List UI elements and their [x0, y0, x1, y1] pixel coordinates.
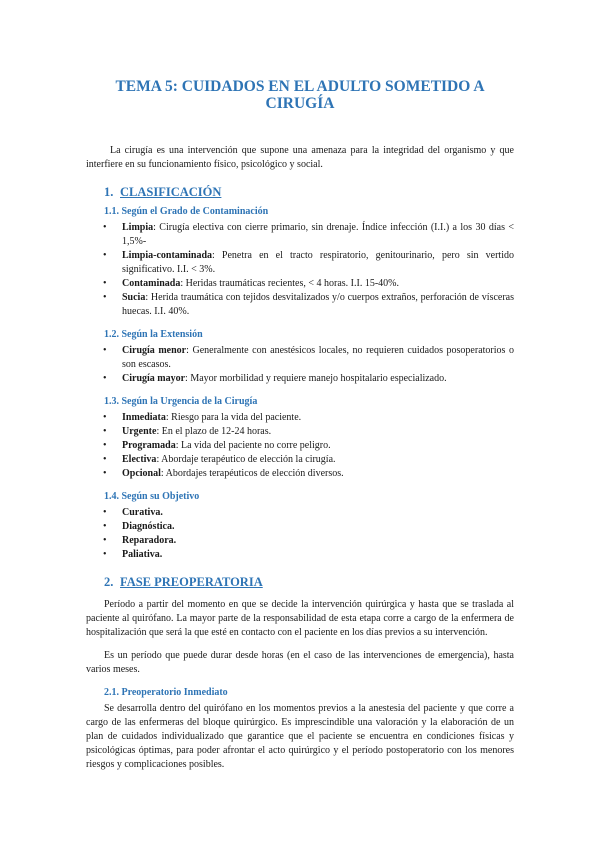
- list-item-text: : Abordaje terapéutico de elección la cirugía.: [156, 454, 336, 465]
- subsection-heading-extension: 1.2. Según la Extensión: [104, 329, 203, 340]
- list-item-term: Cirugía menor: [122, 345, 187, 356]
- list-item-term: Reparadora.: [122, 535, 177, 546]
- section-number: 2.: [104, 575, 114, 589]
- list-item-text: : Cirugía electiva con cierre primario, sin drenaje. Índice infección (I.I.) a los 30 días < 1,5%-: [122, 222, 514, 247]
- list-item: [103, 249, 514, 277]
- list-item-text: : En el plazo de 12-24 horas.: [156, 426, 272, 437]
- list-item-term: Contaminada: [122, 278, 181, 289]
- list-item: [103, 291, 514, 319]
- intro-paragraph: La cirugía es una intervención que supone una amenaza para la integridad del organismo y que interfiere en su funcionamiento físico, psicológico y social.: [86, 145, 514, 170]
- list-item: [103, 411, 514, 425]
- list-item: [103, 506, 514, 520]
- section-title: FASE PREOPERATORIA: [120, 575, 263, 589]
- bullet-icon: •: [103, 440, 107, 451]
- list-item-term: Cirugía mayor: [122, 373, 186, 384]
- bullet-icon: •: [103, 292, 107, 303]
- list-item: [103, 453, 514, 467]
- bullet-icon: •: [103, 250, 107, 261]
- list-item-term: Curativa.: [122, 507, 163, 518]
- section-heading-fase-preoperatoria: [104, 575, 514, 590]
- list-item: [103, 534, 514, 548]
- list-item: [103, 277, 514, 291]
- list-item-text: : Herida traumática con tejidos desvitalizados y/o cuerpos extraños, perforación de vísceras huecas. I.I. 40%.: [122, 292, 514, 317]
- bullet-icon: •: [103, 549, 107, 560]
- urgencia-list: [86, 411, 514, 481]
- objetivo-list: [86, 506, 514, 562]
- list-item-text: : Heridas traumáticas recientes, < 4 horas. I.I. 15-40%.: [180, 278, 399, 289]
- bullet-icon: •: [103, 507, 107, 518]
- list-item: [103, 520, 514, 534]
- bullet-icon: •: [103, 521, 107, 532]
- list-item: [103, 467, 514, 481]
- bullet-icon: •: [103, 373, 107, 384]
- section-title: CLASIFICACIÓN: [120, 185, 222, 199]
- list-item-text: : Mayor morbilidad y requiere manejo hospitalario especializado.: [185, 373, 447, 384]
- list-item-term: Electiva: [122, 454, 157, 465]
- list-item: [103, 344, 514, 372]
- list-item-term: Inmediata: [122, 412, 166, 423]
- subsection-heading-objetivo: 1.4. Según su Objetivo: [104, 491, 200, 502]
- list-item-term: Diagnóstica.: [122, 521, 175, 532]
- bullet-icon: •: [103, 468, 107, 479]
- bullet-icon: •: [103, 222, 107, 233]
- list-item: [103, 439, 514, 453]
- page-title: TEMA 5: CUIDADOS EN EL ADULTO SOMETIDO A CIRUGÍA: [115, 78, 485, 112]
- preoperatorio-inmediato-paragraph: Se desarrolla dentro del quirófano en los momentos previos a la anestesia del paciente y que corre a cargo de las enfermeras del bloque quirúrgico. Es imprescindible una valoración y la elaboración de un plan de cuidados individualizado que garantice que el paciente se encuentra en condiciones físicas y psicológicas óptimas, para poder afrontar el acto quirúrgico y el período postoperatorio con los menores riesgos y complicaciones posibles.: [86, 703, 514, 770]
- section-heading-clasificacion: [104, 185, 514, 200]
- list-item-term: Limpia: [122, 222, 154, 233]
- list-item: [103, 372, 514, 386]
- list-item: [103, 425, 514, 439]
- list-item: [103, 548, 514, 562]
- bullet-icon: •: [103, 278, 107, 289]
- preoperatoria-paragraph-2: Es un período que puede durar desde horas (en el caso de las intervenciones de emergencia), hasta varios meses.: [86, 650, 514, 675]
- list-item-term: Limpia-contaminada: [122, 250, 213, 261]
- list-item-term: Paliativa.: [122, 549, 163, 560]
- subsection-heading-preoperatorio-inmediato: 2.1. Preoperatorio Inmediato: [104, 687, 228, 698]
- section-number: 1.: [104, 185, 114, 199]
- list-item-term: Urgente: [122, 426, 157, 437]
- list-item: [103, 221, 514, 249]
- bullet-icon: •: [103, 345, 107, 356]
- bullet-icon: •: [103, 454, 107, 465]
- list-item-text: : Riesgo para la vida del paciente.: [165, 412, 302, 423]
- bullet-icon: •: [103, 535, 107, 546]
- subsection-heading-urgencia: 1.3. Según la Urgencia de la Cirugía: [104, 396, 258, 407]
- list-item-term: Programada: [122, 440, 176, 451]
- extension-list: [86, 344, 514, 386]
- contaminacion-list: [86, 221, 514, 319]
- list-item-term: Opcional: [122, 468, 161, 479]
- bullet-icon: •: [103, 412, 107, 423]
- list-item-text: : Penetra en el tracto respiratorio, genitourinario, pero sin vertido significativo. I.I. < 3%.: [122, 250, 514, 275]
- bullet-icon: •: [103, 426, 107, 437]
- list-item-term: Sucia: [122, 292, 146, 303]
- list-item-text: : Generalmente con anestésicos locales, no requieren cuidados posoperatorios o son escasos.: [122, 345, 514, 370]
- preoperatoria-paragraph-1: Período a partir del momento en que se decide la intervención quirúrgica y hasta que se traslada al paciente al quirófano. La mayor parte de la responsabilidad de esta etapa corre a cargo de la enfermera de hospitalización que será la que esté en contacto con el paciente en los días previos a su intervención.: [86, 599, 514, 638]
- subsection-heading-contaminacion: 1.1. Según el Grado de Contaminación: [104, 206, 269, 217]
- list-item-text: : Abordajes terapéuticos de elección diversos.: [160, 468, 344, 479]
- list-item-text: : La vida del paciente no corre peligro.: [175, 440, 331, 451]
